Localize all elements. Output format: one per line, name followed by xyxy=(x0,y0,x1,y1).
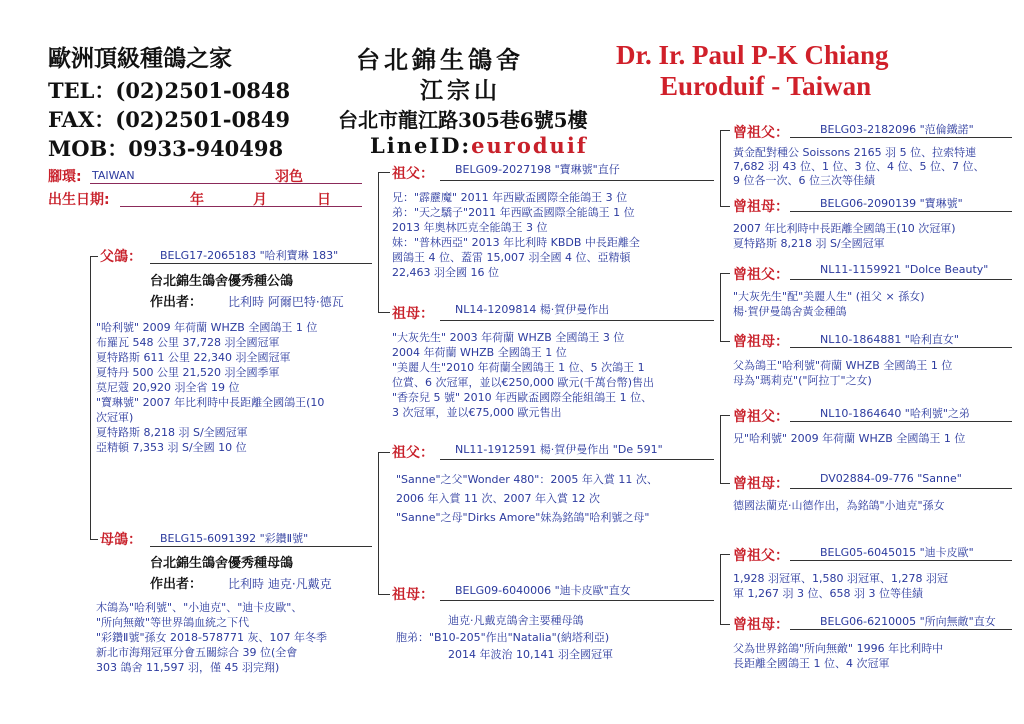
tree-line xyxy=(720,554,730,555)
sire-line: 夏特路斯 611 公里 22,340 羽全國冠軍 xyxy=(96,351,291,364)
header-fax: FAX：(02)2501-0849 xyxy=(48,107,290,132)
tree-line xyxy=(378,172,379,312)
birth-underline xyxy=(120,206,362,207)
tree-line xyxy=(720,415,730,416)
sire-line: 次冠軍) xyxy=(96,411,134,424)
sire-line: 夏特路斯 8,218 羽 S/全國冠軍 xyxy=(96,426,248,439)
gm2-line: 2014 年波治 10,141 羽全國冠軍 xyxy=(448,648,613,661)
sire-line: 亞精頓 7,353 羽 S/全國 10 位 xyxy=(96,441,247,454)
sire-line: 布羅瓦 548 公里 37,728 羽全國冠軍 xyxy=(96,336,280,349)
ggm1-line: 夏特路斯 8,218 羽 S/全國冠軍 xyxy=(733,237,885,250)
ring-label: 腳環: xyxy=(48,169,82,185)
ggf1-line: 黃金配對種公 Soissons 2165 羽 5 位、拉索特連 xyxy=(733,146,977,159)
ggf2-line: "大灰先生"配"美麗人生" (祖父 × 孫女) xyxy=(733,290,925,303)
tree-line xyxy=(720,341,730,342)
ggf3-details xyxy=(733,431,1018,446)
sire-line: "哈利號" 2009 年荷蘭 WHZB 全國鴿王 1 位 xyxy=(96,321,318,334)
sire-line: "寶琳號" 2007 年比利時中長距離全國鴿王(10 xyxy=(96,396,325,409)
line-id-label: LineID: xyxy=(370,133,472,158)
gf1-line: 妹："普林西亞" 2013 年比利時 KBDB 中長距離全 xyxy=(392,236,640,249)
ggm2-label: 曾祖母： xyxy=(733,334,789,350)
dam-title: 台北錦生鴿舍優秀種母鴿 xyxy=(150,556,294,571)
sire-label: 父鴿： xyxy=(100,249,142,265)
tree-line xyxy=(790,421,1012,422)
tree-line xyxy=(720,624,730,625)
tree-line xyxy=(720,415,721,483)
ggm4-ring: BELG06-6210005 "所向無敵"直女 xyxy=(820,615,996,628)
dam-line: 木鴿為"哈利號"、"小迪克"、"迪卡皮歐"、 xyxy=(96,601,303,614)
ggf2-line: 楊·賀伊曼鴿舍黃金種鴿 xyxy=(733,305,847,318)
gf1-line: 弟："天之驕子"2011 年西歐盃國際全能鴿王 1 位 xyxy=(392,206,635,219)
sire-line: 莫尼蔻 20,920 羽全省 19 位 xyxy=(96,381,240,394)
gf2-details xyxy=(396,470,716,527)
gf1-line: 國鴿王 4 位、蓋雷 15,007 羽全國 4 位、亞精頓 xyxy=(392,251,631,264)
ggf3-line: 兄"哈利號" 2009 年荷蘭 WHZB 全國鴿王 1 位 xyxy=(733,432,966,445)
dam-line: "彩鑽Ⅱ號"孫女 2018-578771 灰、107 年冬季 xyxy=(96,631,327,644)
tree-line xyxy=(378,452,379,594)
gf1-ring: BELG09-2027198 "寶琳號"直仔 xyxy=(455,163,620,176)
ggm3-label: 曾祖母： xyxy=(733,476,789,492)
header-line-id xyxy=(370,133,588,158)
tree-line xyxy=(720,206,730,207)
dam-author: 比利時 迪克·凡戴克 xyxy=(228,577,332,591)
ggm2-line: 父為鴿王"哈利號"荷蘭 WHZB 全國鴿王 1 位 xyxy=(733,359,953,372)
tree-line xyxy=(790,211,1012,212)
ggm1-line: 2007 年比利時中長距離全國鴿王(10 次冠軍) xyxy=(733,222,956,235)
tree-line xyxy=(150,546,372,547)
ring-underline xyxy=(90,183,362,184)
gm1-line: 3 次冠軍，並以€75,000 歐元售出 xyxy=(392,406,562,419)
ggm2-line: 母為"瑪莉克"("阿拉丁"之女) xyxy=(733,374,872,387)
ggm2-details xyxy=(733,358,1018,388)
dam-ring: BELG15-6091392 "彩鑽Ⅱ號" xyxy=(160,532,309,545)
ggf4-details xyxy=(733,571,1018,601)
birth-year: 年 xyxy=(190,192,204,208)
gf2-line: 2006 年入賞 11 次、2007 年入賞 12 次 xyxy=(396,492,600,505)
ggf2-ring: NL11-1159921 "Dolce Beauty" xyxy=(820,263,989,276)
tree-line xyxy=(90,256,91,539)
header-left-title: 歐洲頂級種鴿之家 xyxy=(48,45,232,72)
tree-line xyxy=(440,180,714,181)
birth-label: 出生日期: xyxy=(48,192,110,208)
dam-label: 母鴿： xyxy=(100,532,142,548)
ggm3-details xyxy=(733,498,1018,513)
tree-line xyxy=(720,130,730,131)
gm2-ring: BELG09-6040006 "迪卡皮歐"直女 xyxy=(455,584,631,597)
line-id-value: euroduif xyxy=(471,133,588,158)
sire-title: 台北錦生鴿舍優秀種公鴿 xyxy=(150,274,294,289)
ggm1-ring: BELG06-2090139 "寶琳號" xyxy=(820,197,963,210)
birth-month: 月 xyxy=(253,192,267,208)
sire-details xyxy=(96,320,376,455)
dam-line: 新北市海翔冠軍分會五關綜合 39 位(全會 xyxy=(96,646,298,659)
header-dr-name: Dr. Ir. Paul P-K Chiang xyxy=(616,40,889,70)
ggf3-ring: NL10-1864640 "哈利號"之弟 xyxy=(820,407,970,420)
tree-line xyxy=(90,256,98,257)
tree-line xyxy=(378,312,390,313)
gf1-details xyxy=(392,190,712,280)
ggf4-line: 軍 1,267 羽 3 位、658 羽 3 位等佳績 xyxy=(733,587,923,600)
tree-line xyxy=(440,600,714,601)
tree-line xyxy=(720,273,721,341)
gm1-ring: NL14-1209814 楊·賀伊曼作出 xyxy=(455,303,610,316)
gf2-label: 祖父： xyxy=(392,445,434,461)
ggf4-ring: BELG05-6045015 "迪卡皮歐" xyxy=(820,546,974,559)
header-address: 台北市龍江路305巷6號5樓 xyxy=(338,108,588,132)
gm2-label: 祖母： xyxy=(392,587,434,603)
tree-line xyxy=(378,172,390,173)
header-loft-name: 台北錦生鴿舍 xyxy=(356,45,524,74)
ggf1-label: 曾祖父： xyxy=(733,125,789,141)
gm1-line: "香奈兒 5 號" 2010 年西歐盃國際全能組鴿王 1 位、 xyxy=(392,391,653,404)
tree-line xyxy=(440,320,714,321)
ggf2-label: 曾祖父： xyxy=(733,267,789,283)
ggm1-details xyxy=(733,221,1018,251)
dam-line: "所向無敵"等世界鴿血統之下代 xyxy=(96,616,250,629)
header-tel: TEL：(02)2501-0848 xyxy=(48,78,291,103)
tree-line xyxy=(790,560,1012,561)
ggm1-label: 曾祖母： xyxy=(733,199,789,215)
tree-line xyxy=(720,554,721,624)
tree-line xyxy=(790,279,1012,280)
ggf1-ring: BELG03-2182096 "范倫鐵諾" xyxy=(820,123,974,136)
tree-line xyxy=(720,273,730,274)
sire-author: 比利時 阿爾巴特·德瓦 xyxy=(228,295,344,309)
dam-details xyxy=(96,600,376,675)
sire-ring: BELG17-2065183 "哈利寶琳 183" xyxy=(160,249,339,262)
tree-line xyxy=(790,629,1012,630)
header-euroduif: Euroduif - Taiwan xyxy=(660,71,872,101)
tree-line xyxy=(790,488,1012,489)
gf2-ring: NL11-1912591 楊·賀伊曼作出 "De 591" xyxy=(455,443,663,456)
ggm3-ring: DV02884-09-776 "Sanne" xyxy=(820,472,962,485)
tree-line xyxy=(790,347,1012,348)
gm2-details xyxy=(396,612,716,663)
color-label: 羽色 xyxy=(275,169,303,185)
tree-line xyxy=(440,459,714,460)
ring-value: TAIWAN xyxy=(92,169,135,182)
ggf1-line: 7,682 羽 43 位、1 位、3 位、4 位、5 位、7 位、 xyxy=(733,160,985,173)
gf2-line: "Sanne"之母"Dirks Amore"妹為銘鴿"哈利號之母" xyxy=(396,511,650,524)
gm1-line: 2004 年荷蘭 WHZB 全國鴿王 1 位 xyxy=(392,346,567,359)
birth-day: 日 xyxy=(317,192,331,208)
ggm4-label: 曾祖母： xyxy=(733,617,789,633)
sire-author-label: 作出者： xyxy=(150,295,203,310)
tree-line xyxy=(790,137,1012,138)
tree-line xyxy=(150,263,372,264)
gm1-label: 祖母： xyxy=(392,306,434,322)
gf1-line: 兄："霹靂魔" 2011 年西歐盃國際全能鴿王 3 位 xyxy=(392,191,628,204)
tree-line xyxy=(378,452,390,453)
ggm4-line: 父為世界銘鴿"所向無敵" 1996 年比利時中 xyxy=(733,642,944,655)
ggf1-details xyxy=(733,146,1018,188)
tree-line xyxy=(720,483,730,484)
ggf1-line: 9 位各一次、6 位三次等佳績 xyxy=(733,174,875,187)
ggf2-details xyxy=(733,289,1018,319)
ggm2-ring: NL10-1864881 "哈利直女" xyxy=(820,333,959,346)
gm2-line: 胞弟："B10-205"作出"Natalia"(納塔利亞) xyxy=(396,631,610,644)
gf1-label: 祖父： xyxy=(392,166,434,182)
gm1-line: "美麗人生"2010 年荷蘭全國鴿王 1 位、5 次鴿王 1 xyxy=(392,361,645,374)
gf2-line: "Sanne"之父"Wonder 480"：2005 年入賞 11 次、 xyxy=(396,473,658,486)
gf1-line: 22,463 羽全國 16 位 xyxy=(392,266,499,279)
tree-line xyxy=(720,130,721,206)
ggf3-label: 曾祖父： xyxy=(733,409,789,425)
ggm4-line: 長距離全國鴿王 1 位、4 次冠軍 xyxy=(733,657,890,670)
ggm3-line: 德國法蘭克·山德作出，為銘鴿"小迪克"孫女 xyxy=(733,499,945,512)
gm1-line: "大灰先生" 2003 年荷蘭 WHZB 全國鴿王 3 位 xyxy=(392,331,625,344)
tree-line xyxy=(90,539,98,540)
dam-line: 303 鴿舍 11,597 羽，僅 45 羽完翔) xyxy=(96,661,280,674)
gm1-line: 位賞、6 次冠軍，並以€250,000 歐元(千萬台幣)售出 xyxy=(392,376,655,389)
ggm4-details xyxy=(733,641,1018,671)
gf1-line: 2013 年奧林匹克全能鴿王 3 位 xyxy=(392,221,548,234)
dam-author-label: 作出者： xyxy=(150,577,203,592)
ggf4-label: 曾祖父： xyxy=(733,548,789,564)
header-owner: 江宗山 xyxy=(420,77,501,104)
header-mob: MOB：0933-940498 xyxy=(48,136,284,161)
ggf4-line: 1,928 羽冠軍、1,580 羽冠軍、1,278 羽冠 xyxy=(733,572,948,585)
sire-line: 夏特丹 500 公里 21,520 羽全國季軍 xyxy=(96,366,280,379)
gm1-details xyxy=(392,330,712,420)
tree-line xyxy=(378,594,390,595)
gm2-line: 迪克·凡戴克鴿舍主要種母鴿 xyxy=(448,614,584,627)
